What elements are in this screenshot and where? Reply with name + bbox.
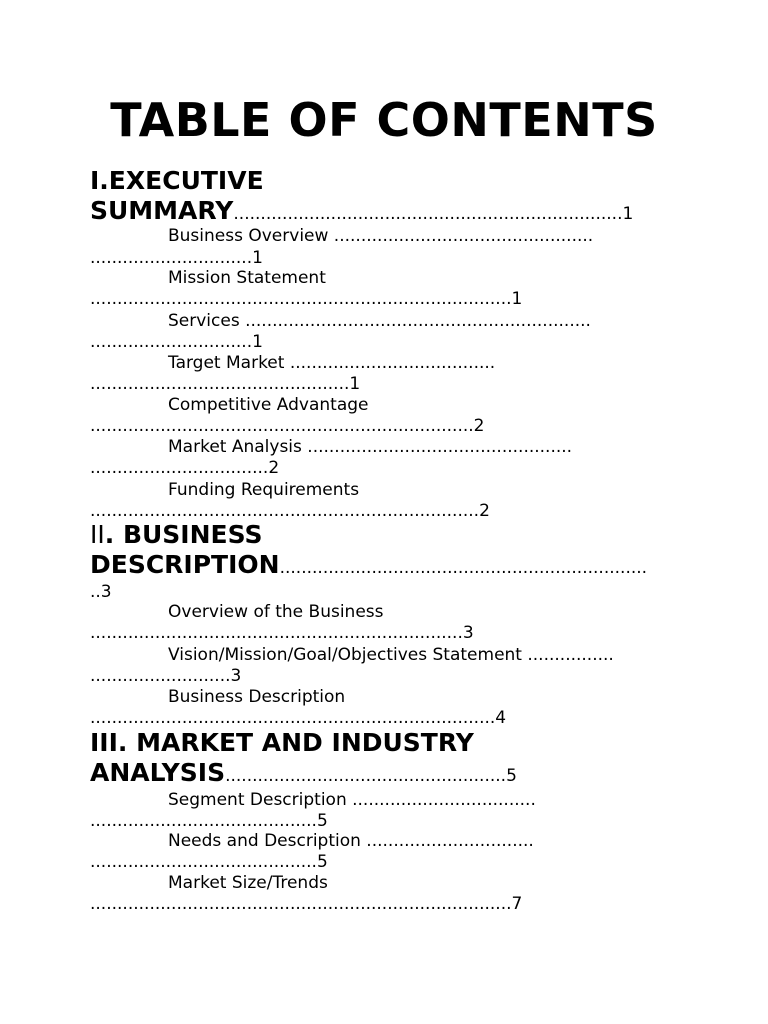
toc-entry-leader: ..............................1: [90, 332, 263, 352]
toc-entry-competitive-advantage: Competitive Advantage: [168, 395, 369, 415]
section-heading-market-industry-analysis-cont: [90, 758, 517, 791]
toc-entry-market-size-trends: Market Size/Trends: [168, 873, 328, 893]
heading-text: SUMMARY: [90, 196, 234, 225]
section-heading-business-description-cont: [90, 550, 647, 583]
toc-entry-leader: ...........................................................................4: [90, 708, 507, 728]
toc-entry-segment-description: Segment Description ..................................: [168, 790, 536, 810]
section-heading-business-description: [90, 520, 263, 550]
section-heading-executive-summary-cont: [90, 196, 633, 229]
toc-entry-leader: ..3: [90, 582, 112, 602]
toc-entry-vision-mission-statement: Vision/Mission/Goal/Objectives Statement ................: [168, 645, 614, 665]
heading-leader-dots: ....................................................5: [225, 766, 517, 786]
toc-entry-target-market: Target Market ......................................: [168, 353, 496, 373]
heading-leader-dots: ........................................................................1: [233, 204, 634, 224]
toc-entry-overview-of-the-business: Overview of the Business: [168, 602, 384, 622]
heading-roman-numeral: II: [90, 520, 105, 549]
heading-text: . BUSINESS: [104, 520, 263, 549]
toc-entry-leader: ..........................................5: [90, 852, 328, 872]
toc-entry-leader: .....................................................................3: [90, 623, 474, 643]
heading-text: DESCRIPTION: [90, 550, 280, 579]
section-heading-executive-summary: I.EXECUTIVE: [90, 166, 264, 195]
toc-entry-leader: ..............................................................................7: [90, 894, 523, 914]
toc-entry-leader: ........................................................................2: [90, 501, 490, 521]
toc-entry-leader: ................................................1: [90, 374, 361, 394]
toc-entry-mission-statement: Mission Statement: [168, 268, 326, 288]
toc-entry-needs-and-description: Needs and Description ...............................: [168, 831, 534, 851]
toc-entry-leader: ..........................................5: [90, 811, 328, 831]
toc-entry-leader: .................................2: [90, 458, 280, 478]
page-title: TABLE OF CONTENTS: [110, 93, 658, 147]
toc-entry-services: Services ................................................................: [168, 311, 591, 331]
section-heading-market-industry-analysis: III. MARKET AND INDUSTRY: [90, 728, 474, 757]
toc-entry-leader: ..........................3: [90, 666, 242, 686]
toc-entry-market-analysis: Market Analysis .................................................: [168, 437, 573, 457]
heading-leader-dots: ....................................................................: [279, 558, 648, 578]
toc-entry-business-overview: Business Overview ................................................: [168, 226, 594, 246]
toc-entry-leader: ..............................1: [90, 248, 263, 268]
toc-entry-leader: ..............................................................................1: [90, 289, 523, 309]
toc-entry-business-description: Business Description: [168, 687, 346, 707]
toc-entry-funding-requirements: Funding Requirements: [168, 480, 360, 500]
heading-text: ANALYSIS: [90, 758, 226, 787]
toc-entry-leader: .......................................................................2: [90, 416, 485, 436]
